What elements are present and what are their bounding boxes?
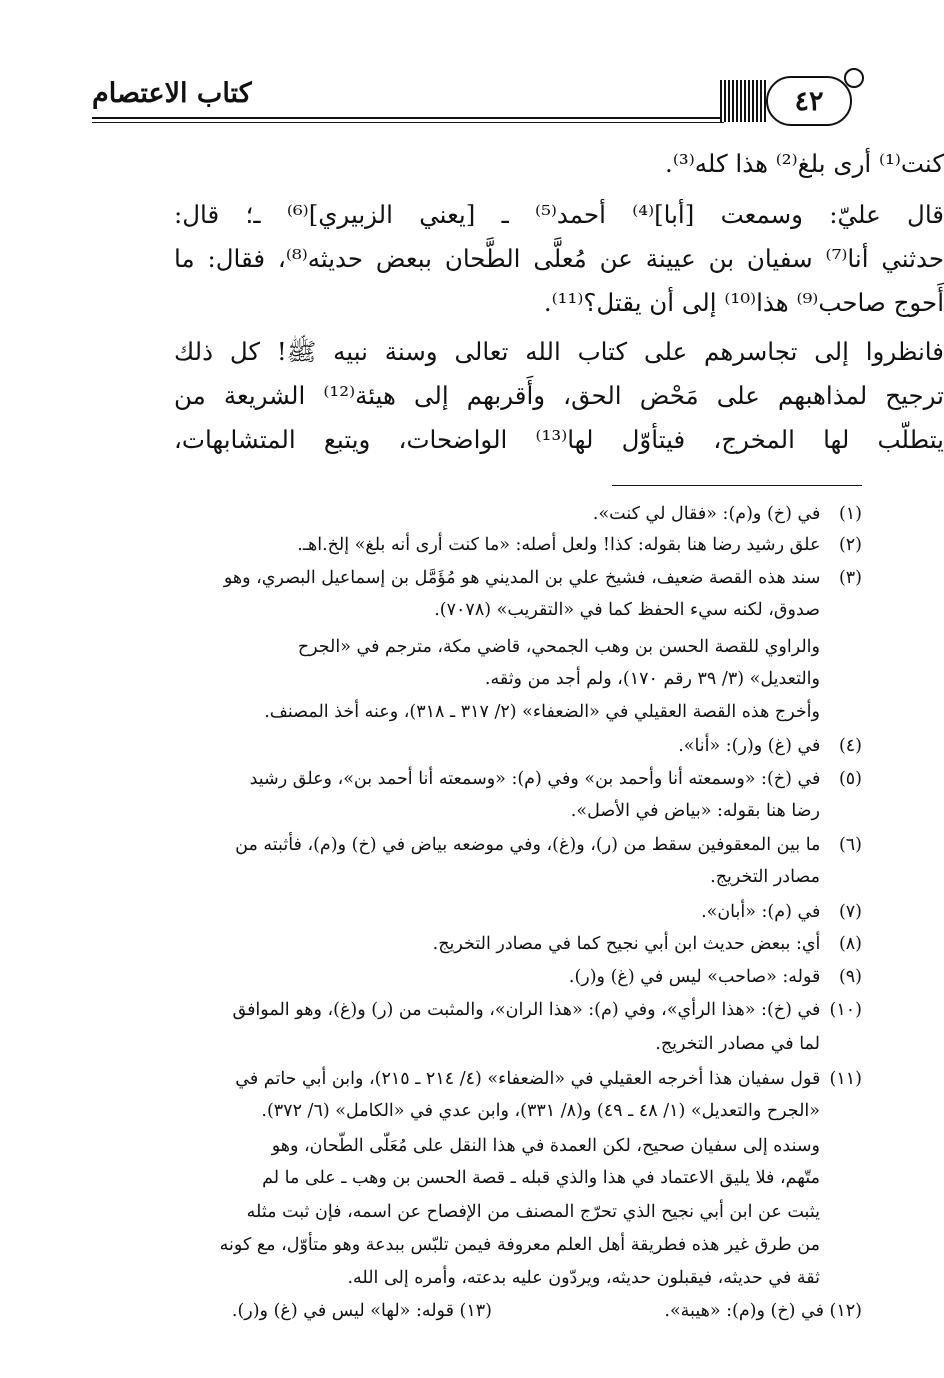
page-number: ٤٢: [794, 85, 824, 117]
footnote-line: متّهم، فلا يليق الاعتماد في هذا والذي قبله ـ قصة الحسن بن وهب ـ على ما لم: [262, 1168, 820, 1188]
page-number-badge: [766, 76, 852, 126]
footnote-line: والراوي للقصة الحسن بن وهب الجمحي، قاضي مكة، مترجم في «الجرح: [297, 637, 820, 657]
footnote-line: [82, 897, 862, 928]
ornament-icon: [844, 68, 864, 88]
footnote-text: في (خ): «وسمعته أنا وأحمد بن» وفي (م): «وسمعته أنا أحمد بن»، وعلق رشيد: [249, 769, 821, 789]
main-line: فانظروا إلى تجاسرهم على كتاب الله تعالى وسنة نبيه ﷺ! كل ذلك: [174, 337, 944, 366]
footnote-number: (٨): [838, 934, 862, 954]
footnote-line: وأخرج هذه القصة العقيلي في «الضعفاء» (٢/ ٣١٧ ـ ٣١٨)، وعنه أخذ المصنف.: [264, 702, 820, 722]
footnote-line: [82, 830, 862, 861]
footnote-line: لما في مصادر التخريج.: [655, 1034, 820, 1054]
footnote-text: ما بين المعقوفين سقط من (ر)، و(غ)، وفي موضعه بياض في (خ) و(م)، فأثبته من: [235, 835, 821, 855]
header-rule: [92, 117, 724, 119]
footnote-line: «الجرح والتعديل» (١/ ٤٨ ـ ٤٩) و(٨/ ٣٣١)، وابن عدي في «الكامل» (٦/ ٣٧٢).: [261, 1101, 820, 1121]
main-line: يتطلّب لها المخرج، فيتأوّل لها⁽¹³⁾ الواضحات، ويتبع المتشابهات،: [174, 425, 944, 454]
footnote-text: علق رشيد رضا هنا بقوله: كذا! ولعل أصله: «ما كنت أرى أنه بلغ» إلخ.اهـ.: [297, 535, 821, 555]
footnote-line: [82, 962, 862, 993]
main-line: ترجيح لمذاهبهم على مَحْض الحق، وأَقربهم إلى هيئة⁽¹²⁾ الشريعة من: [174, 381, 944, 410]
footnote-number: (٢): [838, 535, 862, 555]
footnote-line: من طرق غير هذه فطريقة أهل العلم معروفة فيمن تلبّس ببدعة وهو متأوّل، مع كونه: [219, 1235, 820, 1255]
footnote-number: (١٠): [829, 1000, 862, 1020]
footnote-number: (١): [838, 504, 862, 524]
footnote-12: (١٢) في (خ) و(م): «هيبة».: [664, 1301, 862, 1321]
main-line: أَحوج صاحب⁽⁹⁾ هذا⁽¹⁰⁾ إلى أن يقتل؟⁽¹¹⁾.: [543, 288, 944, 317]
main-line: حدثني أنا⁽⁷⁾ سفيان بن عيينة عن مُعلَّى الطَّحان ببعض حديثه⁽⁸⁾، فقال: ما: [174, 244, 944, 273]
footnote-text: قول سفيان هذا أخرجه العقيلي في «الضعفاء» (٤/ ٢١٤ ـ ٢١٥)، وابن أبي حاتم في: [235, 1069, 821, 1089]
footnote-number: (٦): [838, 835, 862, 855]
footnote-text: في (م): «أبان».: [701, 902, 821, 922]
footnote-text: أي: ببعض حديث ابن أبي نجيح كما في مصادر التخريج.: [432, 934, 821, 954]
footnote-line: [82, 995, 862, 1026]
header-ornament-bars: [720, 80, 766, 122]
footnote-line-split: [82, 1296, 862, 1327]
footnote-text: قوله: «صاحب» ليس في (غ) و(ر).: [568, 967, 821, 987]
footnote-text: في (خ): «هذا الرأي»، وفي (م): «هذا الران»، والمثبت من (ر) و(غ)، وهو الموافق: [232, 1000, 821, 1020]
footnote-number: (٥): [838, 769, 862, 789]
footnote-separator: [612, 485, 862, 486]
footnote-line: [82, 1064, 862, 1095]
footnote-line: [82, 764, 862, 795]
header-rule-thin: [92, 122, 724, 123]
main-line: قال عليّ: وسمعت [أبا]⁽⁴⁾ أحمد⁽⁵⁾ ـ [يعني الزبيري]⁽⁶⁾ ـ؛ قال:: [174, 200, 944, 229]
footnote-line: يثبت عن ابن أبي نجيح الذي تحرّج المصنف من الإفصاح عن اسمه، فإن ثبت مثله: [246, 1202, 820, 1222]
footnote-line: [82, 731, 862, 762]
footnote-number: (٧): [838, 902, 862, 922]
footnote-line: رضا هنا بقوله: «بياض في الأصل».: [570, 801, 820, 821]
footnote-line: [82, 530, 862, 561]
footnote-number: (٤): [838, 736, 862, 756]
footnote-text: في (خ) و(م): «فقال لي كنت».: [592, 504, 821, 524]
footnote-line: [82, 929, 862, 960]
footnote-number: (١١): [829, 1069, 862, 1089]
footnote-line: [82, 499, 862, 530]
footnote-line: صدوق، لكنه سيء الحفظ كما في «التقريب» (٧٠٧٨).: [434, 600, 820, 620]
page-header: [92, 66, 862, 130]
footnote-number: (٩): [838, 967, 862, 987]
running-title: كتاب الاعتصام: [92, 78, 252, 109]
footnote-number: (٣): [838, 568, 862, 588]
footnote-text: في (غ) و(ر): «أنا».: [678, 736, 821, 756]
footnote-line: مصادر التخريج.: [710, 867, 820, 887]
footnote-line: [82, 563, 862, 594]
footnote-line: وسنده إلى سفيان صحيح، لكن العمدة في هذا النقل على مُعَلّى الطّحان، وهو: [271, 1136, 820, 1156]
footnote-line: والتعديل» (٣/ ٣٩ رقم ١٧٠)، ولم أجد من وثقه.: [484, 669, 820, 689]
main-line: كنت⁽¹⁾ أرى بلغ⁽²⁾ هذا كله⁽³⁾.: [665, 149, 944, 178]
footnote-line: ثقة في حديثه، فيقبلون حديثه، ويردّون عليه بدعته، وأمره إلى الله.: [347, 1268, 820, 1288]
footnote-text: سند هذه القصة ضعيف، فشيخ علي بن المديني هو مُؤَمَّل بن إسماعيل البصري، وهو: [223, 568, 821, 588]
footnote-13: (١٣) قوله: «لها» ليس في (غ) و(ر).: [231, 1301, 492, 1321]
